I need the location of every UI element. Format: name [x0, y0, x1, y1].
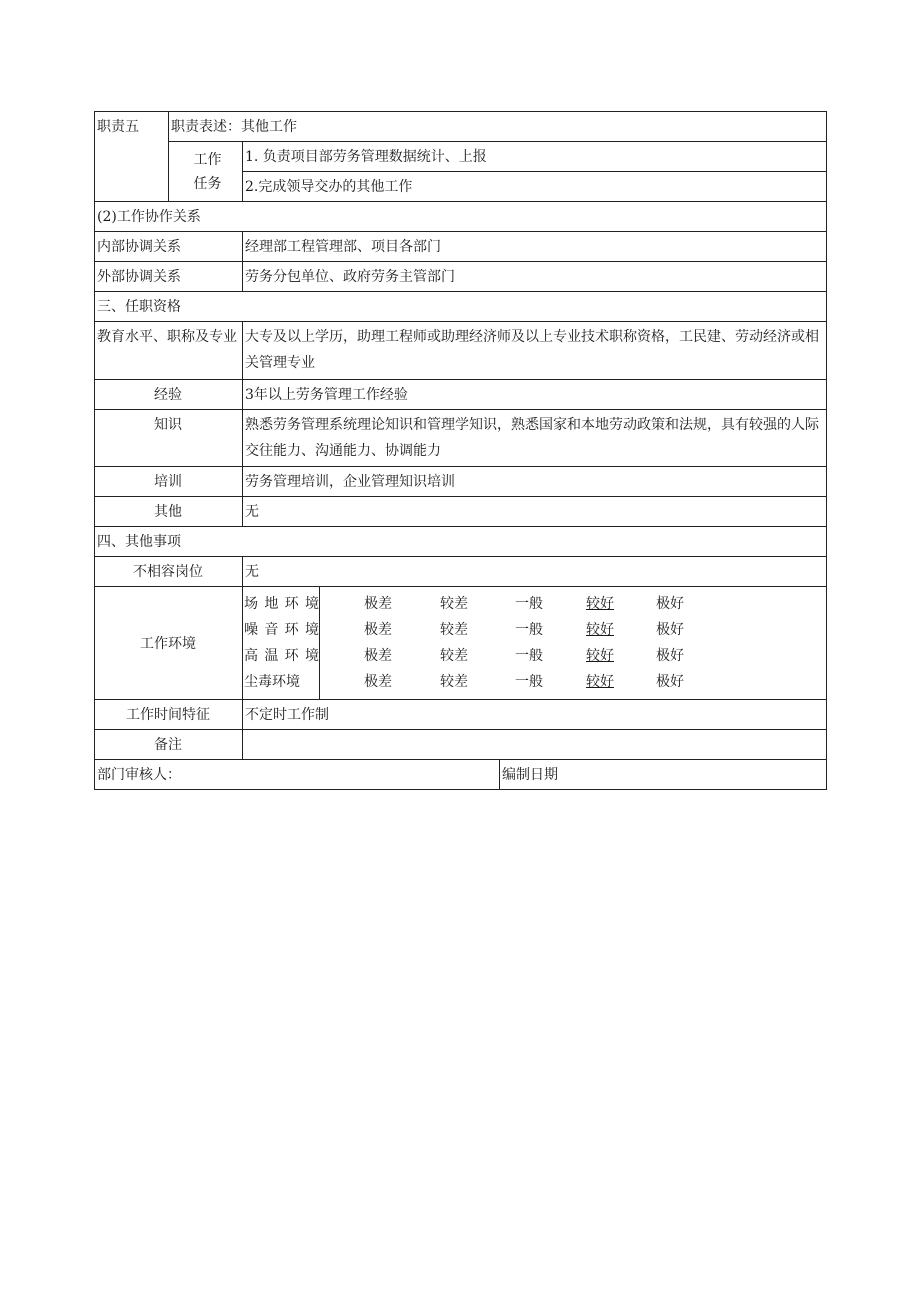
rating-option: 较差: [440, 622, 468, 638]
rating-option: 极差: [364, 648, 392, 664]
duty5-label: 职责五: [95, 112, 169, 202]
department-reviewer: 部门审核人：: [95, 760, 500, 790]
rating-option: 较差: [440, 648, 468, 664]
duty5-description: 职责表述：其他工作: [169, 112, 827, 142]
training-value: 劳务管理培训，企业管理知识培训: [243, 467, 827, 497]
training-label: 培训: [95, 467, 243, 497]
other-value: 无: [243, 497, 827, 527]
work-environment-label: 工作环境: [95, 587, 243, 700]
rating-option: 一般: [515, 622, 543, 638]
rating-option: 极好: [656, 648, 684, 664]
rating-option: 极差: [364, 596, 392, 612]
work-time-value: 不定时工作制: [243, 700, 827, 730]
rating-option: 极好: [656, 674, 684, 690]
incompatible-position-value: 无: [243, 557, 827, 587]
rating-option: 较差: [440, 596, 468, 612]
task-label: 工作任务: [169, 142, 243, 202]
rating-option: 极差: [364, 622, 392, 638]
cooperation-section-title: (2)工作协作关系: [95, 202, 827, 232]
rating-option: 较好: [586, 622, 614, 638]
internal-coordination-label: 内部协调关系: [95, 232, 243, 262]
other-matters-section-title: 四、其他事项: [95, 527, 827, 557]
experience-value: 3年以上劳务管理工作经验: [243, 380, 827, 410]
education-value: 大专及以上学历，助理工程师或助理经济师及以上专业技术职称资格，工民建、劳动经济或相关管理专业: [243, 322, 827, 380]
qualifications-section-title: 三、任职资格: [95, 292, 827, 322]
environment-name: 尘毒环境: [244, 674, 300, 690]
other-label: 其他: [95, 497, 243, 527]
external-coordination-value: 劳务分包单位、政府劳务主管部门: [243, 262, 827, 292]
experience-label: 经验: [95, 380, 243, 410]
rating-option: 较好: [586, 648, 614, 664]
task-item-2: 2.完成领导交办的其他工作: [243, 172, 827, 202]
rating-option: 较差: [440, 674, 468, 690]
task-item-1: 1. 负责项目部劳务管理数据统计、上报: [243, 142, 827, 172]
rating-option: 较好: [586, 596, 614, 612]
education-label: 教育水平、职称及专业: [95, 322, 243, 380]
remarks-value: [243, 730, 827, 760]
rating-option: 极好: [656, 622, 684, 638]
rating-option: 极差: [364, 674, 392, 690]
environment-ratings: [320, 591, 826, 695]
rating-option: 一般: [515, 674, 543, 690]
remarks-label: 备注: [95, 730, 243, 760]
work-time-label: 工作时间特征: [95, 700, 243, 730]
environment-name: 场地环境: [244, 596, 319, 612]
rating-option: 一般: [515, 648, 543, 664]
environment-name: 高温环境: [244, 648, 319, 664]
rating-option: 较好: [586, 674, 614, 690]
environment-name: 噪音环境: [244, 622, 319, 638]
environment-ratings-cell: [320, 587, 827, 700]
environment-rating-row: [364, 643, 826, 669]
external-coordination-label: 外部协调关系: [95, 262, 243, 292]
environment-rating-row: [364, 617, 826, 643]
internal-coordination-value: 经理部工程管理部、项目各部门: [243, 232, 827, 262]
environment-rating-row: [364, 669, 826, 695]
job-description-document: [94, 111, 826, 790]
environment-rating-row: [364, 591, 826, 617]
compile-date: 编制日期: [500, 760, 827, 790]
environment-names-cell: [243, 587, 320, 700]
incompatible-position-label: 不相容岗位: [95, 557, 243, 587]
knowledge-value: 熟悉劳务管理系统理论知识和管理学知识，熟悉国家和本地劳动政策和法规，具有较强的人际交往能力、沟通能力、协调能力: [243, 410, 827, 467]
knowledge-label: 知识: [95, 410, 243, 467]
environment-names: [244, 591, 319, 695]
rating-option: 一般: [515, 596, 543, 612]
rating-option: 极好: [656, 596, 684, 612]
job-description-table: [94, 111, 827, 790]
